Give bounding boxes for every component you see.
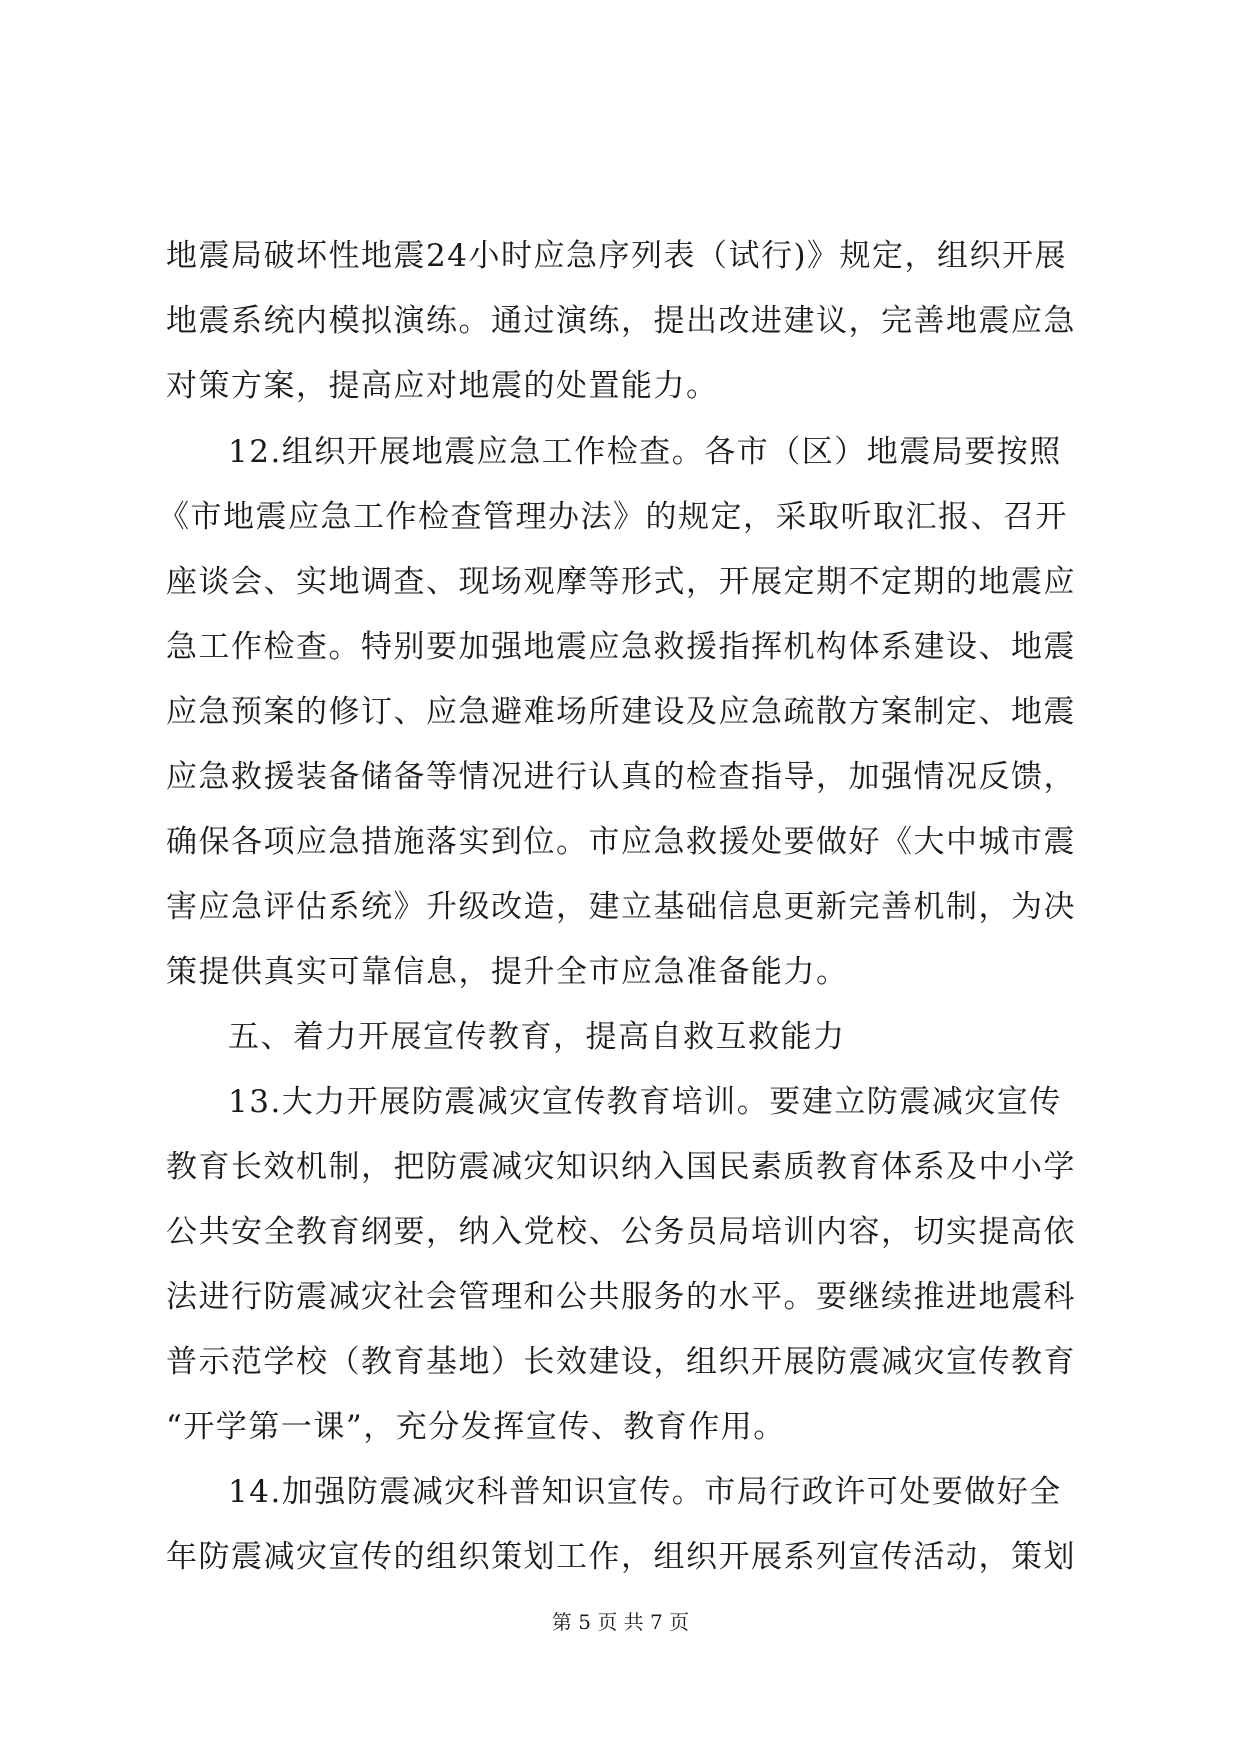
text-line: 应急预案的修订、应急避难场所建设及应急疏散方案制定、地震 — [166, 694, 1076, 730]
text-line: 策提供真实可靠信息，提升全市应急准备能力。 — [166, 954, 849, 990]
text-line: “开学第一课”，充分发挥宣传、教育作用。 — [166, 1409, 786, 1445]
text-line: 应急救援装备储备等情况进行认真的检查指导，加强情况反馈， — [166, 759, 1076, 795]
paragraph-12-first-line: 12.组织开展地震应急工作检查。各市（区）地震局要按照 — [228, 434, 1062, 470]
paragraph-14-first-line: 14.加强防震减灾科普知识宣传。市局行政许可处要做好全 — [228, 1474, 1062, 1510]
text-line: 急工作检查。特别要加强地震应急救援指挥机构体系建设、地震 — [166, 629, 1076, 665]
text-line: 座谈会、实地调查、现场观摩等形式，开展定期不定期的地震应 — [166, 564, 1076, 600]
text-line: 公共安全教育纲要，纳入党校、公务员局培训内容，切实提高依 — [166, 1214, 1076, 1250]
text-line: 确保各项应急措施落实到位。市应急救援处要做好《大中城市震 — [166, 824, 1076, 860]
text-line: 法进行防震减灾社会管理和公共服务的水平。要继续推进地震科 — [166, 1279, 1076, 1315]
paragraph-13-first-line: 13.大力开展防震减灾宣传教育培训。要建立防震减灾宣传 — [228, 1084, 1062, 1120]
page-number-footer: 第 5 页 共 7 页 — [551, 1610, 690, 1634]
text-line: 《市地震应急工作检查管理办法》的规定，采取听取汇报、召开 — [158, 499, 1068, 535]
text-line: 害应急评估系统》升级改造，建立基础信息更新完善机制，为决 — [166, 889, 1076, 925]
text-line: 普示范学校（教育基地）长效建设，组织开展防震减灾宣传教育 — [166, 1344, 1076, 1380]
text-line: 年防震减灾宣传的组织策划工作，组织开展系列宣传活动，策划 — [166, 1539, 1076, 1575]
section-heading: 五、着力开展宣传教育，提高自救互救能力 — [228, 1019, 846, 1055]
text-line: 教育长效机制，把防震减灾知识纳入国民素质教育体系及中小学 — [166, 1149, 1076, 1185]
text-line: 地震系统内模拟演练。通过演练，提出改进建议，完善地震应急 — [166, 303, 1076, 339]
text-line: 地震局破坏性地震24小时应急序列表（试行)》规定，组织开展 — [166, 238, 1068, 274]
text-line: 对策方案，提高应对地震的处置能力。 — [166, 368, 719, 404]
